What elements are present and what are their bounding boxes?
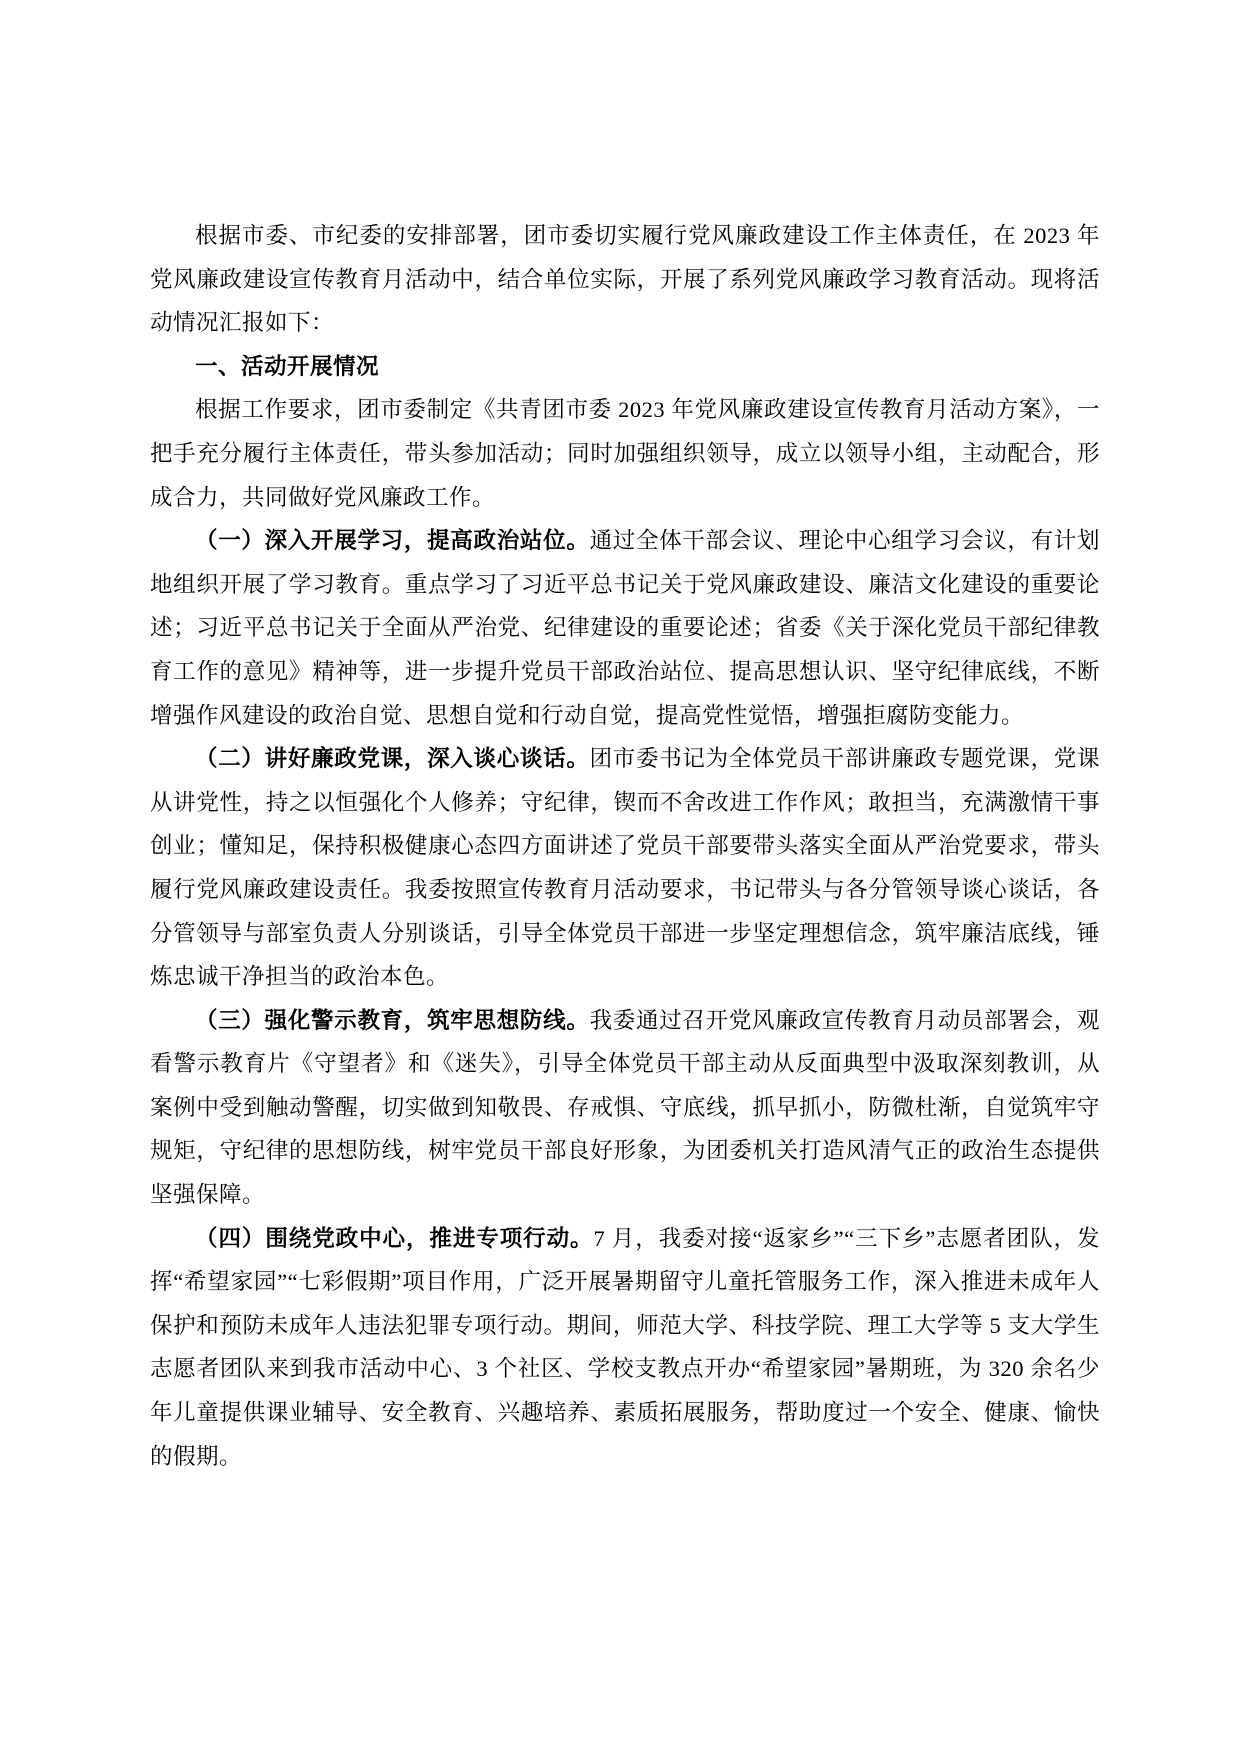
item-4-lead: （四）围绕党政中心，推进专项行动。 xyxy=(195,1225,594,1251)
item-3-lead: （三）强化警示教育，筑牢思想防线。 xyxy=(195,1007,590,1033)
section-1-heading-text: 一、活动开展情况 xyxy=(195,353,380,379)
item-3-paragraph xyxy=(150,999,1100,1217)
overview-paragraph xyxy=(150,388,1100,519)
document-body xyxy=(150,214,1100,1478)
item-3-text: 我委通过召开党风廉政宣传教育月动员部署会，观看警示教育片《守望者》和《迷失》，引导全体党员干部主动从反面典型中汲取深刻教训，从案例中受到触动警醒，切实做到知敬畏、存戒惧、守底线，抓早抓小，防微杜渐，自觉筑牢守规矩，守纪律的思想防线，树牢党员干部良好形象，为团委机关打造风清气正的政治生态提供坚强保障。 xyxy=(150,1007,1100,1208)
item-1-lead: （一）深入开展学习，提高政治站位。 xyxy=(195,528,590,554)
item-2-paragraph xyxy=(150,737,1100,999)
item-4-text: 7 月，我委对接“返家乡”“三下乡”志愿者团队，发挥“希望家园”“七彩假期”项目作用，广泛开展暑期留守儿童托管服务工作，深入推进未成年人保护和预防未成年人违法犯罪专项行动。期间，师范大学、科技学院、理工大学等 5 支大学生志愿者团队来到我市活动中心、3 个社区、学校支教点开办“希望家园”暑期班，为 320 余名少年儿童提供课业辅导、安全教育、兴趣培养、素质拓展服务，帮助度过一个安全、健康、愉快的假期。 xyxy=(150,1225,1100,1469)
item-2-text: 团市委书记为全体党员干部讲廉政专题党课，党课从讲党性，持之以恒强化个人修养；守纪律，锲而不舍改进工作作风；敢担当，充满激情干事创业；懂知足，保持积极健康心态四方面讲述了党员干部要带头落实全面从严治党要求，带头履行党风廉政建设责任。我委按照宣传教育月活动要求，书记带头与各分管领导谈心谈话，各分管领导与部室负责人分别谈话，引导全体党员干部进一步坚定理想信念，筑牢廉洁底线，锤炼忠诚干净担当的政治本色。 xyxy=(150,746,1100,990)
intro-text: 根据市委、市纪委的安排部署，团市委切实履行党风廉政建设工作主体责任，在 2023 年党风廉政建设宣传教育月活动中，结合单位实际，开展了系列党风廉政学习教育活动。现将活动情况汇报如下： xyxy=(150,223,1100,336)
item-1-paragraph xyxy=(150,519,1100,737)
section-1-heading xyxy=(150,345,1100,389)
overview-text: 根据工作要求，团市委制定《共青团市委 2023 年党风廉政建设宣传教育月活动方案》，一把手充分履行主体责任，带头参加活动；同时加强组织领导，成立以领导小组，主动配合，形成合力，共同做好党风廉政工作。 xyxy=(150,397,1100,510)
item-1-text: 通过全体干部会议、理论中心组学习会议，有计划地组织开展了学习教育。重点学习了习近平总书记关于党风廉政建设、廉洁文化建设的重要论述；习近平总书记关于全面从严治党、纪律建设的重要论述；省委《关于深化党员干部纪律教育工作的意见》精神等，进一步提升党员干部政治站位、提高思想认识、坚守纪律底线，不断增强作风建设的政治自觉、思想自觉和行动自觉，提高党性觉悟，增强拒腐防变能力。 xyxy=(150,528,1100,728)
item-2-lead: （二）讲好廉政党课，深入谈心谈话。 xyxy=(195,746,590,772)
intro-paragraph xyxy=(150,214,1100,345)
item-4-paragraph xyxy=(150,1217,1100,1479)
